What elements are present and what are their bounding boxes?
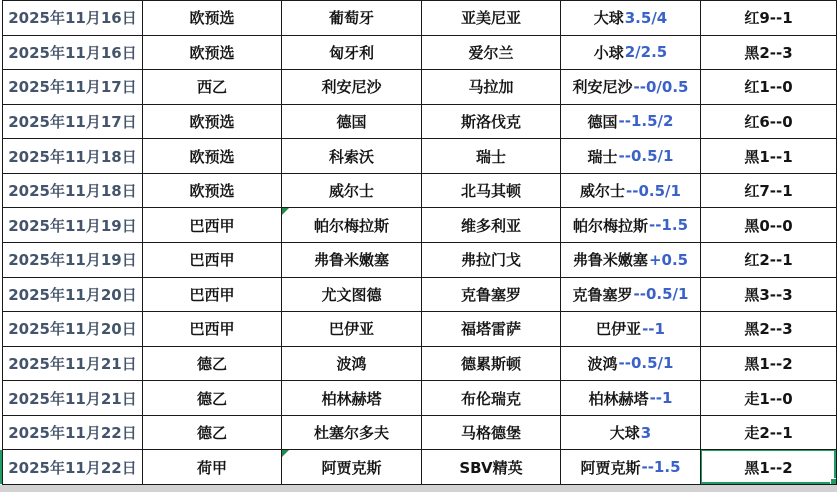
cell-league[interactable]: 欧预选 — [143, 174, 282, 209]
cell-handicap[interactable] — [561, 70, 701, 105]
handicap-line-value: --0.5/1 — [626, 181, 681, 200]
cell-result[interactable] — [701, 70, 837, 105]
handicap-team-label: 小球 — [593, 43, 624, 62]
cell-comment-indicator-icon — [282, 208, 289, 215]
result-label: 走1--0 — [744, 389, 793, 408]
handicap-team-label: 威尔士 — [580, 182, 626, 201]
cell-result[interactable] — [701, 416, 837, 451]
handicap-line-value: --1.5/2 — [618, 112, 674, 131]
cell-home-team[interactable] — [282, 139, 422, 174]
cell-result[interactable] — [701, 243, 837, 278]
cell-result[interactable] — [701, 450, 837, 485]
cell-handicap[interactable] — [561, 174, 701, 209]
cell-away-team[interactable]: 弗拉门戈 — [422, 243, 561, 278]
handicap-line-value: --1 — [642, 319, 665, 338]
handicap-team-label: 瑞士 — [587, 147, 618, 166]
cell-away-team[interactable]: 布伦瑞克 — [422, 381, 561, 416]
result-label: 红1--0 — [744, 78, 793, 97]
home-team-label: 巴伊亚 — [328, 320, 374, 339]
result-label: 红9--1 — [744, 9, 793, 28]
cell-home-team[interactable] — [282, 381, 422, 416]
home-team-label: 波鸿 — [336, 354, 367, 373]
result-label: 走2--1 — [744, 424, 793, 443]
cell-date[interactable]: 2025年11月22日 — [3, 416, 143, 451]
cell-date[interactable]: 2025年11月16日 — [3, 1, 143, 36]
cell-home-team[interactable] — [282, 347, 422, 382]
cell-date[interactable]: 2025年11月19日 — [3, 243, 143, 278]
cell-league[interactable]: 巴西甲 — [143, 208, 282, 243]
cell-home-team[interactable] — [282, 243, 422, 278]
handicap-line-value: --0.5/1 — [618, 147, 674, 166]
handicap-team-label: 大球 — [593, 9, 624, 28]
cell-away-team[interactable]: 克鲁塞罗 — [422, 278, 561, 313]
cell-handicap[interactable] — [561, 312, 701, 347]
cell-league[interactable]: 欧预选 — [143, 1, 282, 36]
cell-home-team[interactable] — [282, 105, 422, 140]
cell-result[interactable] — [701, 174, 837, 209]
home-team-label: 科索沃 — [328, 147, 374, 166]
cell-away-team[interactable]: 亚美尼亚 — [422, 1, 561, 36]
cell-result[interactable] — [701, 208, 837, 243]
cell-league[interactable]: 西乙 — [143, 70, 282, 105]
cell-date[interactable]: 2025年11月18日 — [3, 174, 143, 209]
cell-home-team[interactable] — [282, 36, 422, 71]
handicap-team-label: 大球 — [609, 424, 640, 443]
handicap-line-value: 3 — [640, 423, 652, 442]
cell-date[interactable]: 2025年11月17日 — [3, 105, 143, 140]
handicap-team-label: 波鸿 — [587, 354, 618, 373]
cell-handicap[interactable] — [561, 105, 701, 140]
cell-home-team[interactable] — [282, 208, 422, 243]
cell-date[interactable]: 2025年11月20日 — [3, 278, 143, 313]
cell-league[interactable]: 德乙 — [143, 416, 282, 451]
handicap-line-value: 2/2.5 — [624, 43, 668, 62]
cell-result[interactable] — [701, 347, 837, 382]
cell-home-team[interactable] — [282, 450, 422, 485]
cell-handicap[interactable] — [561, 243, 701, 278]
cell-result[interactable] — [701, 105, 837, 140]
cell-date[interactable]: 2025年11月19日 — [3, 208, 143, 243]
cell-handicap[interactable] — [561, 208, 701, 243]
result-label: 黑1--1 — [744, 147, 793, 166]
cell-home-team[interactable] — [282, 416, 422, 451]
handicap-line-value: +0.5 — [648, 250, 689, 269]
result-label: 红7--1 — [744, 182, 793, 201]
below-table-area — [0, 485, 837, 492]
cell-handicap[interactable] — [561, 36, 701, 71]
handicap-line-value: --0.5/1 — [618, 354, 674, 373]
home-team-label: 利安尼沙 — [321, 78, 382, 97]
cell-handicap[interactable] — [561, 416, 701, 451]
cell-away-team[interactable]: 斯洛伐克 — [422, 105, 561, 140]
cell-away-team[interactable]: SBV精英 — [422, 450, 561, 485]
cell-league[interactable]: 欧预选 — [143, 36, 282, 71]
cell-league[interactable]: 巴西甲 — [143, 312, 282, 347]
cell-home-team[interactable] — [282, 278, 422, 313]
cell-result[interactable] — [701, 312, 837, 347]
cell-away-team[interactable]: 马拉加 — [422, 70, 561, 105]
cell-date[interactable]: 2025年11月20日 — [3, 312, 143, 347]
cell-result[interactable] — [701, 381, 837, 416]
cell-away-team[interactable]: 北马其顿 — [422, 174, 561, 209]
home-team-label: 帕尔梅拉斯 — [313, 216, 389, 235]
handicap-team-label: 利安尼沙 — [572, 78, 633, 97]
cell-handicap[interactable] — [561, 139, 701, 174]
cell-result[interactable] — [701, 1, 837, 36]
cell-away-team[interactable]: 马格德堡 — [422, 416, 561, 451]
result-label: 黑3--3 — [744, 285, 793, 304]
handicap-line-value: --1.5 — [648, 216, 689, 235]
handicap-team-label: 弗鲁米嫩塞 — [572, 251, 648, 270]
cell-league[interactable]: 巴西甲 — [143, 278, 282, 313]
cell-league[interactable]: 德乙 — [143, 381, 282, 416]
handicap-team-label: 柏林赫塔 — [588, 389, 649, 408]
home-team-label: 葡萄牙 — [328, 9, 374, 28]
handicap-line-value: 3.5/4 — [624, 8, 668, 27]
cell-handicap[interactable] — [561, 1, 701, 36]
cell-away-team[interactable]: 福塔雷萨 — [422, 312, 561, 347]
handicap-line-value: --1 — [649, 389, 673, 408]
cell-league[interactable]: 欧预选 — [143, 105, 282, 140]
cell-handicap[interactable] — [561, 347, 701, 382]
home-team-label: 杜塞尔多夫 — [313, 424, 389, 443]
handicap-team-label: 阿贾克斯 — [580, 458, 641, 477]
handicap-team-label: 克鲁塞罗 — [572, 285, 633, 304]
cell-comment-indicator-icon — [282, 450, 289, 457]
home-team-label: 弗鲁米嫩塞 — [313, 251, 389, 270]
result-label: 黑2--3 — [744, 320, 793, 339]
cell-home-team[interactable] — [282, 312, 422, 347]
cell-handicap[interactable] — [561, 278, 701, 313]
handicap-team-label: 德国 — [587, 112, 618, 131]
results-table — [2, 0, 837, 485]
cell-away-team[interactable]: 维多利亚 — [422, 208, 561, 243]
cell-date[interactable]: 2025年11月17日 — [3, 70, 143, 105]
home-team-label: 匈牙利 — [328, 43, 374, 62]
cell-result[interactable] — [701, 36, 837, 71]
cell-away-team[interactable]: 爱尔兰 — [422, 36, 561, 71]
home-team-label: 阿贾克斯 — [321, 458, 382, 477]
result-label: 黑1--2 — [744, 354, 793, 373]
cell-league[interactable]: 欧预选 — [143, 139, 282, 174]
cell-home-team[interactable] — [282, 70, 422, 105]
cell-date[interactable]: 2025年11月18日 — [3, 139, 143, 174]
cell-date[interactable]: 2025年11月21日 — [3, 381, 143, 416]
handicap-line-value: --1.5 — [641, 458, 681, 477]
result-label: 黑2--3 — [744, 43, 793, 62]
cell-result[interactable] — [701, 278, 837, 313]
handicap-line-value: --0/0.5 — [633, 77, 689, 96]
cell-league[interactable]: 巴西甲 — [143, 243, 282, 278]
cell-home-team[interactable] — [282, 1, 422, 36]
cell-handicap[interactable] — [561, 381, 701, 416]
home-team-label: 威尔士 — [328, 182, 374, 201]
selected-row-header-highlight — [0, 450, 2, 484]
cell-date[interactable]: 2025年11月21日 — [3, 347, 143, 382]
handicap-line-value: --0.5/1 — [633, 285, 689, 304]
home-team-label: 尤文图德 — [321, 285, 382, 304]
cell-home-team[interactable] — [282, 174, 422, 209]
cell-away-team[interactable]: 瑞士 — [422, 139, 561, 174]
cell-result[interactable] — [701, 139, 837, 174]
cell-away-team[interactable]: 德累斯顿 — [422, 347, 561, 382]
result-label: 红6--0 — [744, 112, 793, 131]
home-team-label: 柏林赫塔 — [321, 389, 382, 408]
result-label: 红2--1 — [744, 251, 793, 270]
handicap-team-label: 帕尔梅拉斯 — [572, 216, 648, 235]
handicap-team-label: 巴伊亚 — [596, 320, 642, 339]
cell-league[interactable]: 德乙 — [143, 347, 282, 382]
fill-handle[interactable] — [830, 478, 837, 485]
cell-league[interactable]: 荷甲 — [143, 450, 282, 485]
cell-date[interactable]: 2025年11月22日 — [3, 450, 143, 485]
cell-handicap[interactable] — [561, 450, 701, 485]
result-label: 黑1--2 — [744, 458, 793, 477]
result-label: 黑0--0 — [744, 216, 793, 235]
home-team-label: 德国 — [336, 112, 367, 131]
cell-date[interactable]: 2025年11月16日 — [3, 36, 143, 71]
